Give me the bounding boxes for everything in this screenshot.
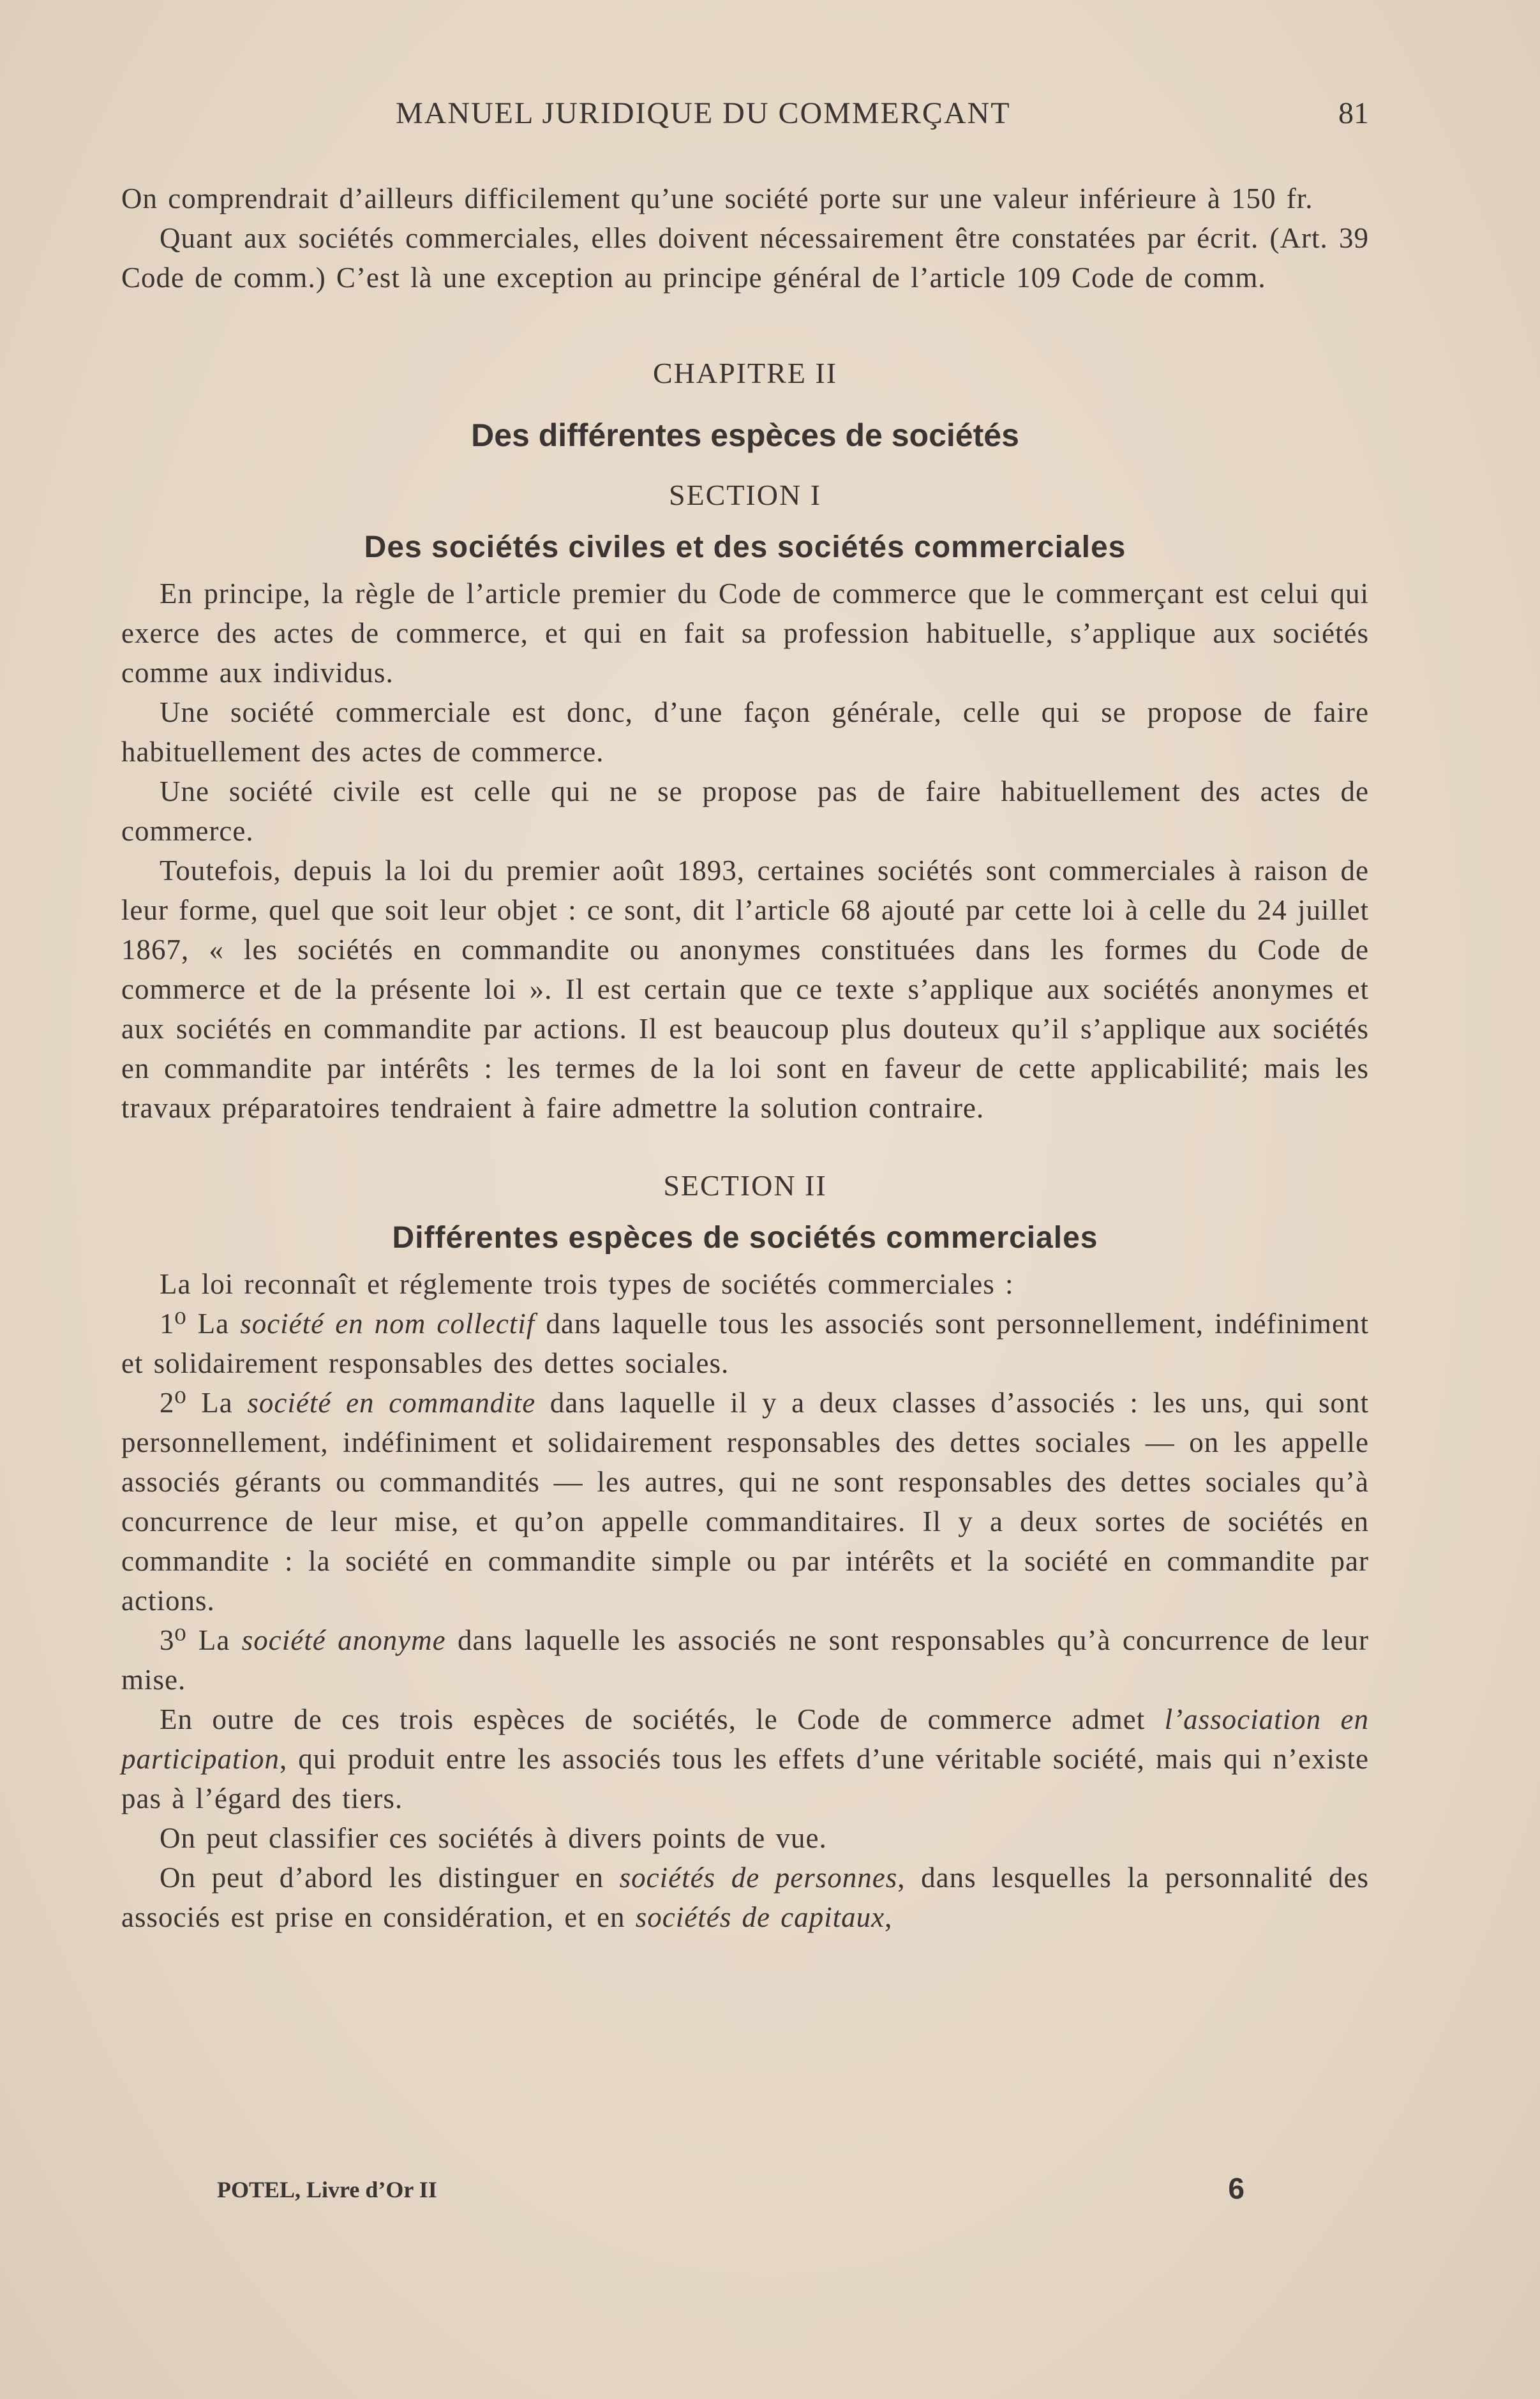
- text-fragment: En outre de ces trois espèces de sociétés, le Code de commerce admet: [160, 1703, 1165, 1735]
- text-fragment: On peut d’abord les distinguer en: [160, 1862, 620, 1894]
- section-1-paragraph-1: En principe, la règle de l’article premier du Code de commerce que le commerçant est celui qui exerce des actes de commerce, et qui en fait sa profession habituelle, s’applique aux sociétés comme aux individus.: [121, 578, 1369, 689]
- footer-signature: POTEL, Livre d’Or II: [217, 2177, 437, 2202]
- section-2-paragraph-distinguish: [121, 1858, 1369, 1937]
- page-number: 81: [1338, 96, 1369, 130]
- chapter-label: CHAPITRE II: [652, 357, 838, 389]
- text-fragment: , dans lesquelles la personnalité des associés est prise en considération, et en: [121, 1862, 1370, 1933]
- term-collectif: société en nom collectif: [240, 1308, 535, 1340]
- item-text: dans laquelle tous les associés sont personnellement, indéfiniment et solidairement responsables des dettes sociales.: [121, 1308, 1369, 1379]
- term-commandite: société en commandite: [247, 1387, 536, 1419]
- item-number: 2⁰ La: [160, 1387, 248, 1419]
- term-participation: l’association en participation: [121, 1703, 1370, 1775]
- running-title: MANUEL JURIDIQUE DU COMMERÇANT: [396, 96, 1011, 130]
- list-item-collectif: [121, 1304, 1369, 1383]
- section-2-title: Différentes espèces de sociétés commerciales: [392, 1221, 1098, 1255]
- term-personnes: sociétés de personnes: [619, 1862, 898, 1894]
- section-2-intro: La loi reconnaît et réglemente trois types de sociétés commerciales :: [160, 1268, 1014, 1300]
- section-1-paragraph-4: Toutefois, depuis la loi du premier août 1893, certaines sociétés sont commerciales à raison de leur forme, quel que soit leur objet : ce sont, dit l’article 68 ajouté par cette loi à celle du 24 juillet 1867, « les sociétés en commandite ou anonymes constituées dans les formes du Code de commerce et de la présente loi ». Il est certain que ce texte s’applique aux sociétés anonymes et aux sociétés en commandite par actions. Il est beaucoup plus douteux qu’il s’applique aux sociétés en commandite par intérêts : les termes de la loi sont en faveur de cette applicabilité; mais les travaux préparatoires tendraient à faire admettre la solution contraire.: [121, 855, 1369, 1124]
- list-item-anonyme: [121, 1620, 1369, 1700]
- item-text: dans laquelle les associés ne sont responsables qu’à concurrence de leur mise.: [121, 1624, 1369, 1696]
- section-2-label: SECTION II: [663, 1169, 827, 1202]
- section-1-paragraph-3: Une société civile est celle qui ne se propose pas de faire habituellement des actes de commerce.: [121, 775, 1369, 847]
- section-2-paragraph-participation: [121, 1700, 1369, 1818]
- list-item-commandite: [121, 1383, 1369, 1620]
- intro-paragraph-1: On comprendrait d’ailleurs difficilement qu’une société porte sur une valeur inférieure à 150 fr.: [121, 183, 1313, 214]
- running-head: [121, 96, 1369, 140]
- page-footer: [217, 2172, 1245, 2215]
- section-1-label: SECTION I: [668, 479, 822, 511]
- page-body: [121, 179, 1369, 1937]
- text-fragment: ,: [885, 1901, 893, 1933]
- item-text: dans laquelle il y a deux classes d’associés : les uns, qui sont personnellement, indéfiniment et solidairement responsables des dettes sociales — on les appelle associés gérants ou commandités — les autres, qui ne sont responsables des dettes sociales qu’à concurrence de leur mise, et qu’on appelle commanditaires. Il y a deux sortes de sociétés en commandite : la société en commandite simple ou par intérêts et la société en commandite par actions.: [121, 1387, 1369, 1617]
- section-2-paragraph-classify: On peut classifier ces sociétés à divers points de vue.: [160, 1822, 827, 1854]
- text-fragment: , qui produit entre les associés tous les effets d’une véritable société, mais qui n’existe pas à l’égard des tiers.: [121, 1743, 1369, 1814]
- item-number: 3⁰ La: [160, 1624, 242, 1656]
- term-capitaux: sociétés de capitaux: [635, 1901, 885, 1933]
- item-number: 1⁰ La: [160, 1308, 241, 1340]
- chapter-title: Des différentes espèces de sociétés: [471, 417, 1019, 453]
- signature-number: 6: [1228, 2172, 1245, 2205]
- section-1-title: Des sociétés civiles et des sociétés commerciales: [364, 530, 1126, 564]
- term-anonyme: société anonyme: [241, 1624, 446, 1656]
- section-1-paragraph-2: Une société commerciale est donc, d’une façon générale, celle qui se propose de faire habituellement des actes de commerce.: [121, 696, 1369, 768]
- intro-paragraph-2: Quant aux sociétés commerciales, elles doivent nécessairement être constatées par écrit. (Art. 39 Code de comm.) C’est là une exception au principe général de l’article 109 Code de comm.: [121, 222, 1369, 294]
